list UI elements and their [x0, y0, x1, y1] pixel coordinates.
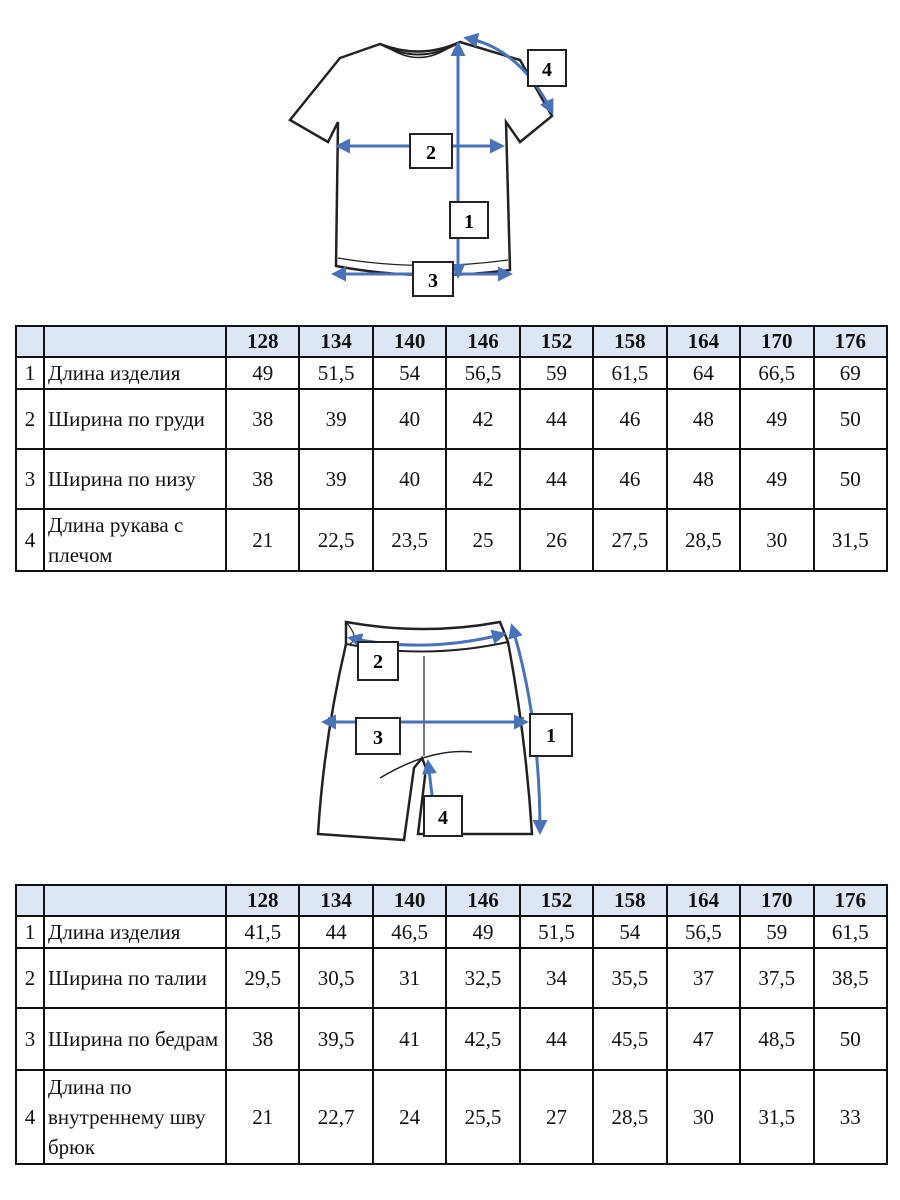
table-row: [16, 509, 887, 571]
table-row: [16, 357, 887, 389]
value-cell: 50: [814, 1008, 888, 1070]
value-cell: 44: [520, 389, 593, 449]
size-header: 176: [814, 885, 888, 916]
value-cell: 61,5: [814, 916, 888, 948]
value-cell: 56,5: [667, 916, 740, 948]
svg-text:4: 4: [438, 807, 448, 829]
label-box-4: [424, 796, 462, 836]
value-cell: 47: [667, 1008, 740, 1070]
value-cell: 41,5: [226, 916, 299, 948]
value-cell: 59: [740, 916, 813, 948]
size-header: 128: [226, 885, 299, 916]
size-header: 158: [593, 326, 666, 357]
table-header-row: [16, 885, 887, 916]
value-cell: 31: [373, 948, 446, 1008]
size-header: 128: [226, 326, 299, 357]
value-cell: 21: [226, 509, 299, 571]
value-cell: 50: [814, 389, 888, 449]
value-cell: 44: [299, 916, 372, 948]
row-number: 3: [16, 449, 44, 509]
value-cell: 27,5: [593, 509, 666, 571]
shorts-outline-icon: [300, 608, 590, 850]
value-cell: 40: [373, 389, 446, 449]
label-box-1: [530, 714, 572, 756]
value-cell: 49: [226, 357, 299, 389]
param-name: Ширина по груди: [44, 389, 226, 449]
value-cell: 22,5: [299, 509, 372, 571]
value-cell: 44: [520, 1008, 593, 1070]
shorts-diagram: [300, 608, 590, 850]
value-cell: 48,5: [740, 1008, 813, 1070]
svg-text:4: 4: [542, 59, 552, 81]
value-cell: 32,5: [446, 948, 519, 1008]
tshirt-outline-icon: [270, 20, 570, 300]
value-cell: 31,5: [814, 509, 888, 571]
table-row: [16, 948, 887, 1008]
table-row: [16, 1008, 887, 1070]
value-cell: 30: [740, 509, 813, 571]
table-row: [16, 916, 887, 948]
tshirt-diagram: [270, 20, 570, 300]
param-name: Ширина по бедрам: [44, 1008, 226, 1070]
label-box-2: [410, 134, 452, 168]
value-cell: 29,5: [226, 948, 299, 1008]
value-cell: 45,5: [593, 1008, 666, 1070]
value-cell: 35,5: [593, 948, 666, 1008]
svg-text:1: 1: [464, 211, 474, 233]
label-box-1: [450, 202, 488, 238]
size-header: 170: [740, 885, 813, 916]
value-cell: 37,5: [740, 948, 813, 1008]
param-name: Длина изделия: [44, 357, 226, 389]
size-header: 146: [446, 326, 519, 357]
value-cell: 51,5: [520, 916, 593, 948]
value-cell: 46: [593, 389, 666, 449]
value-cell: 69: [814, 357, 888, 389]
param-name: Ширина по талии: [44, 948, 226, 1008]
header-param-cell: [44, 326, 226, 357]
value-cell: 39: [299, 449, 372, 509]
value-cell: 38,5: [814, 948, 888, 1008]
value-cell: 49: [740, 389, 813, 449]
size-header: 164: [667, 885, 740, 916]
header-param-cell: [44, 885, 226, 916]
label-box-2: [358, 642, 398, 680]
value-cell: 66,5: [740, 357, 813, 389]
svg-text:3: 3: [373, 727, 383, 749]
value-cell: 61,5: [593, 357, 666, 389]
value-cell: 48: [667, 449, 740, 509]
size-header: 146: [446, 885, 519, 916]
size-header: 164: [667, 326, 740, 357]
value-cell: 39: [299, 389, 372, 449]
header-num-cell: [16, 885, 44, 916]
value-cell: 38: [226, 1008, 299, 1070]
value-cell: 56,5: [446, 357, 519, 389]
value-cell: 49: [740, 449, 813, 509]
value-cell: 54: [593, 916, 666, 948]
value-cell: 28,5: [667, 509, 740, 571]
size-header: 140: [373, 885, 446, 916]
svg-text:2: 2: [426, 142, 436, 164]
size-header: 170: [740, 326, 813, 357]
row-number: 1: [16, 916, 44, 948]
value-cell: 51,5: [299, 357, 372, 389]
value-cell: 42: [446, 389, 519, 449]
value-cell: 42,5: [446, 1008, 519, 1070]
size-header: 158: [593, 885, 666, 916]
value-cell: 28,5: [593, 1070, 666, 1164]
value-cell: 64: [667, 357, 740, 389]
value-cell: 54: [373, 357, 446, 389]
table-header-row: [16, 326, 887, 357]
value-cell: 25,5: [446, 1070, 519, 1164]
value-cell: 31,5: [740, 1070, 813, 1164]
row-number: 4: [16, 1070, 44, 1164]
row-number: 3: [16, 1008, 44, 1070]
value-cell: 34: [520, 948, 593, 1008]
param-name: Длина по внутреннему шву брюк: [44, 1070, 226, 1164]
value-cell: 42: [446, 449, 519, 509]
value-cell: 49: [446, 916, 519, 948]
shorts-size-table: [15, 884, 888, 1165]
value-cell: 26: [520, 509, 593, 571]
label-box-3: [356, 718, 400, 754]
label-box-3: [413, 262, 453, 296]
value-cell: 50: [814, 449, 888, 509]
size-header: 140: [373, 326, 446, 357]
row-number: 2: [16, 948, 44, 1008]
size-header: 152: [520, 885, 593, 916]
value-cell: 37: [667, 948, 740, 1008]
value-cell: 33: [814, 1070, 888, 1164]
row-number: 1: [16, 357, 44, 389]
size-header: 134: [299, 885, 372, 916]
value-cell: 30,5: [299, 948, 372, 1008]
value-cell: 46: [593, 449, 666, 509]
svg-text:3: 3: [428, 270, 438, 292]
value-cell: 38: [226, 389, 299, 449]
value-cell: 44: [520, 449, 593, 509]
value-cell: 46,5: [373, 916, 446, 948]
label-box-4: [528, 50, 566, 86]
value-cell: 30: [667, 1070, 740, 1164]
param-name: Ширина по низу: [44, 449, 226, 509]
param-name: Длина изделия: [44, 916, 226, 948]
header-num-cell: [16, 326, 44, 357]
svg-text:1: 1: [546, 725, 556, 747]
value-cell: 22,7: [299, 1070, 372, 1164]
table-row: [16, 1070, 887, 1164]
row-number: 2: [16, 389, 44, 449]
value-cell: 41: [373, 1008, 446, 1070]
tshirt-size-table: [15, 325, 888, 572]
param-name: Длина рукава с плечом: [44, 509, 226, 571]
value-cell: 40: [373, 449, 446, 509]
value-cell: 24: [373, 1070, 446, 1164]
table-row: [16, 389, 887, 449]
value-cell: 27: [520, 1070, 593, 1164]
value-cell: 23,5: [373, 509, 446, 571]
size-header: 134: [299, 326, 372, 357]
table-row: [16, 449, 887, 509]
row-number: 4: [16, 509, 44, 571]
size-header: 176: [814, 326, 888, 357]
value-cell: 25: [446, 509, 519, 571]
value-cell: 38: [226, 449, 299, 509]
value-cell: 39,5: [299, 1008, 372, 1070]
svg-text:2: 2: [373, 651, 383, 673]
value-cell: 59: [520, 357, 593, 389]
size-header: 152: [520, 326, 593, 357]
value-cell: 21: [226, 1070, 299, 1164]
value-cell: 48: [667, 389, 740, 449]
